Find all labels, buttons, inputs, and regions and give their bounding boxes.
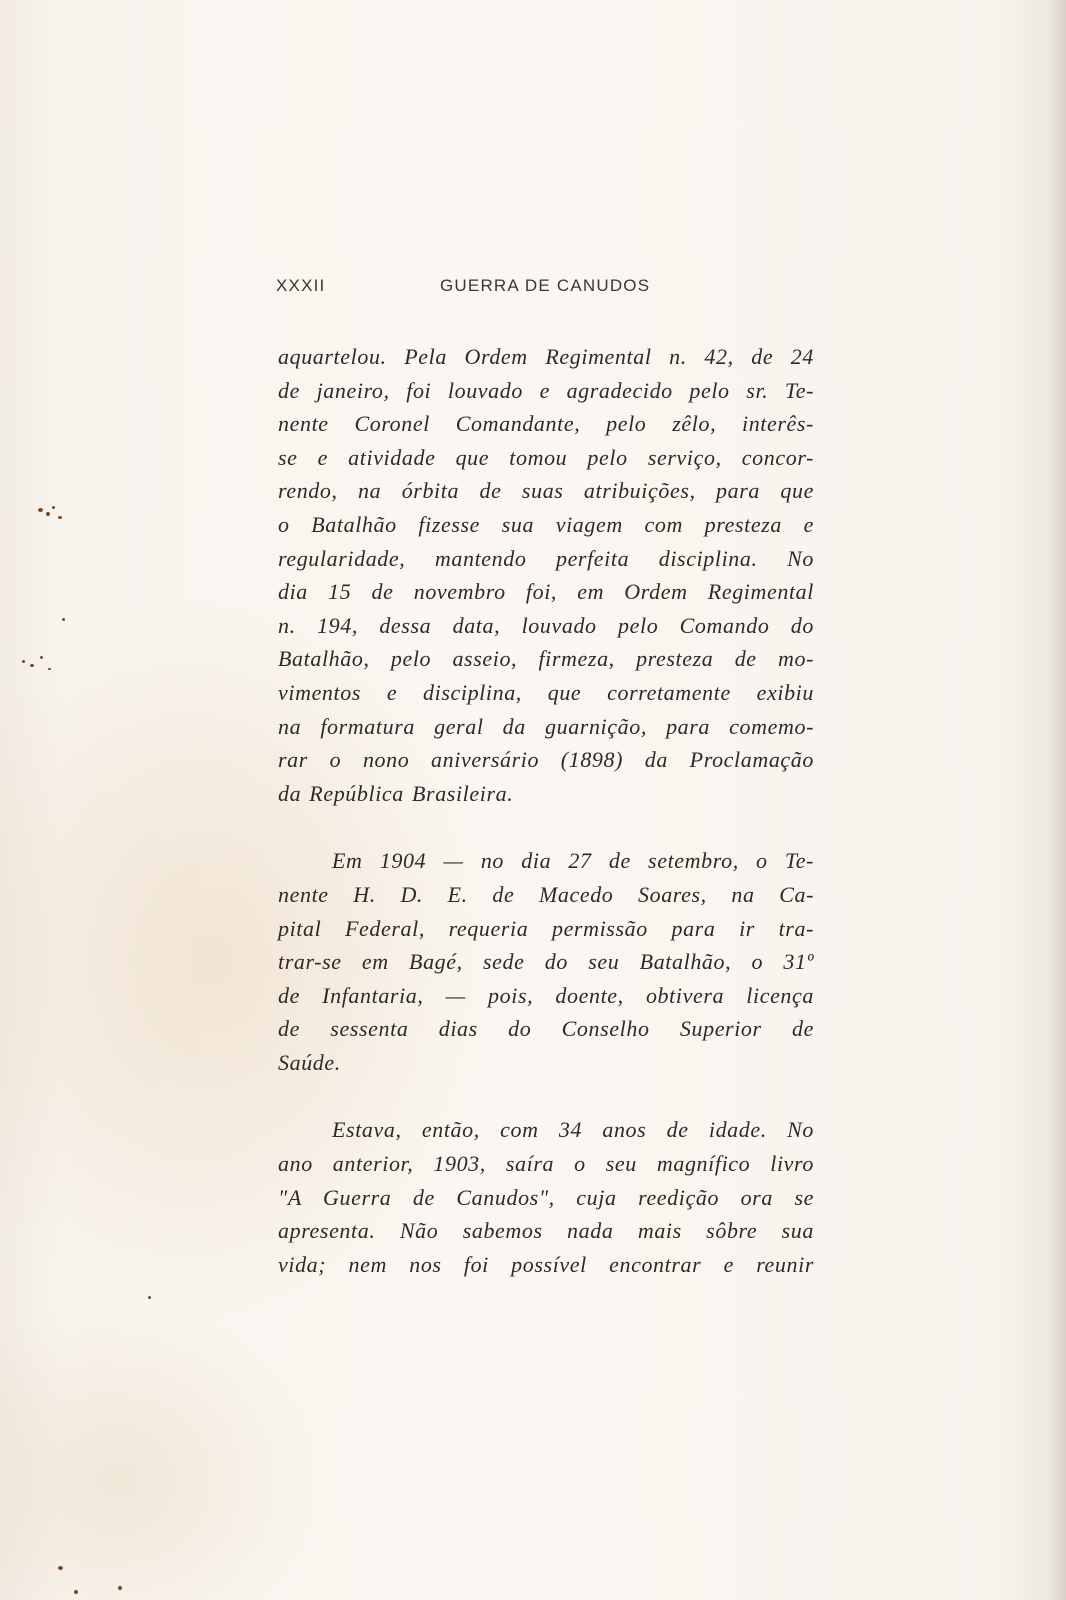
text-line: ano anterior, 1903, saíra o seu magnífico livro	[278, 1151, 814, 1177]
text-line: de Infantaria, — pois, doente, obtivera licença	[278, 982, 814, 1008]
text-line: rar o nono aniversário (1898) da Proclamação	[278, 747, 814, 773]
foxing-spot	[74, 1590, 78, 1594]
paragraph-gap	[278, 810, 814, 844]
body-text	[278, 340, 814, 1281]
foxing-spot	[58, 516, 62, 519]
text-line: Em 1904 — no dia 27 de setembro, o Te-	[332, 848, 814, 874]
text-line: Saúde.	[278, 1049, 341, 1075]
paragraph	[278, 340, 814, 810]
text-line: rendo, na órbita de suas atribuições, para que	[278, 478, 814, 504]
text-line: vida; nem nos foi possível encontrar e reunir	[278, 1251, 814, 1277]
foxing-spot	[22, 660, 25, 663]
text-line: regularidade, mantendo perfeita disciplina. No	[278, 545, 814, 571]
paragraph-gap	[278, 1079, 814, 1113]
text-line: nente Coronel Comandante, pelo zêlo, interês-	[278, 411, 814, 437]
text-line: trar-se em Bagé, sede do seu Batalhão, o 31º	[278, 949, 814, 975]
foxing-spot	[52, 506, 55, 509]
text-line: Batalhão, pelo asseio, firmeza, presteza de mo-	[278, 646, 814, 672]
foxing-spot	[30, 664, 34, 667]
foxing-spot	[62, 618, 65, 621]
paragraph	[278, 1113, 814, 1281]
text-line: aquartelou. Pela Ordem Regimental n. 42, de 24	[278, 344, 814, 369]
foxing-spot	[58, 1566, 63, 1570]
page-edge-shadow	[1048, 0, 1066, 1600]
text-line: Estava, então, com 34 anos de idade. No	[332, 1117, 814, 1143]
running-title: GUERRA DE CANUDOS	[440, 276, 651, 295]
foxing-spot	[40, 656, 43, 659]
foxing-spot	[48, 668, 51, 670]
foxing-spot	[46, 512, 50, 516]
text-line: o Batalhão fizesse sua viagem com presteza e	[278, 511, 814, 537]
text-line: nente H. D. E. de Macedo Soares, na Ca-	[278, 881, 814, 907]
text-line: n. 194, dessa data, louvado pelo Comando do	[278, 612, 814, 638]
text-line: se e atividade que tomou pelo serviço, concor-	[278, 444, 814, 470]
text-line: dia 15 de novembro foi, em Ordem Regimental	[278, 579, 814, 605]
text-line: na formatura geral da guarnição, para comemo-	[278, 713, 814, 739]
foxing-spot	[38, 508, 43, 512]
text-line: de janeiro, foi louvado e agradecido pelo sr. Te-	[278, 377, 814, 403]
foxing-spot	[148, 1296, 151, 1299]
text-line: "A Guerra de Canudos", cuja reedição ora se	[278, 1184, 814, 1210]
foxing-spot	[118, 1586, 122, 1590]
text-line: pital Federal, requeria permissão para ir tra-	[278, 915, 814, 941]
text-line: de sessenta dias do Conselho Superior de	[278, 1016, 814, 1042]
text-line: apresenta. Não sabemos nada mais sôbre sua	[278, 1218, 814, 1244]
page-number: XXXII	[276, 276, 326, 295]
text-line: vimentos e disciplina, que corretamente exibiu	[278, 679, 814, 705]
paragraph	[278, 844, 814, 1079]
running-header	[276, 276, 696, 302]
text-line: da República Brasileira.	[278, 780, 514, 806]
